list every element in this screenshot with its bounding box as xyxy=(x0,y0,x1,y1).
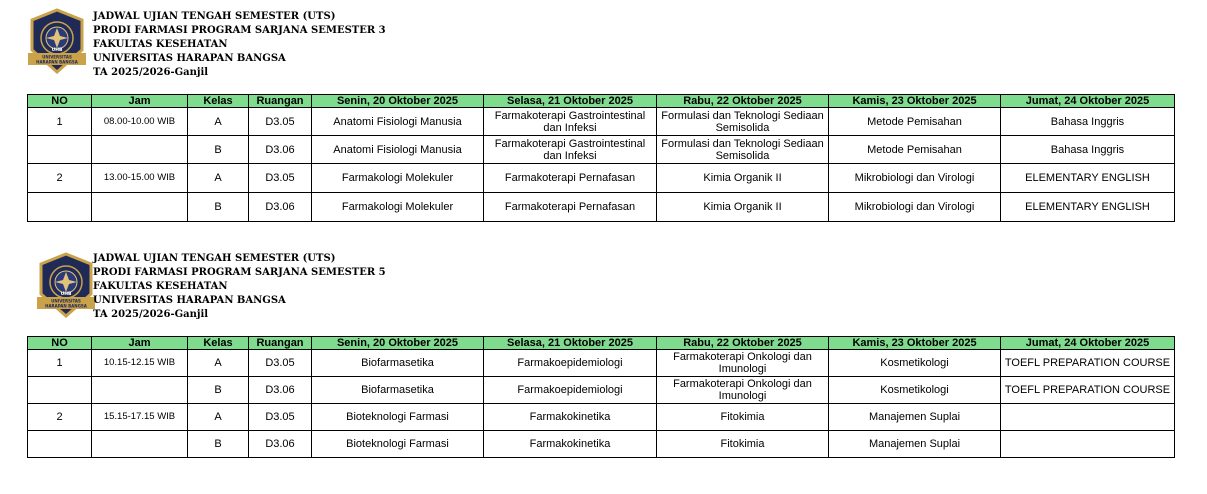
cell-kelas: B xyxy=(188,431,249,458)
logo-text-line2: HARAPAN BANGSA xyxy=(45,303,87,309)
header-academic-year: TA 2025/2026-Ganjil xyxy=(93,67,209,78)
cell-senin: Farmakologi Molekuler xyxy=(312,193,484,222)
table-header-row xyxy=(28,337,1175,350)
col-header-kamis: Kamis, 23 Oktober 2025 xyxy=(829,95,1001,108)
col-header-senin: Senin, 20 Oktober 2025 xyxy=(312,337,484,350)
cell-selasa: Farmakokinetika xyxy=(484,404,657,431)
cell-no xyxy=(28,377,92,404)
schedule-header xyxy=(93,10,386,80)
cell-jam: 13.00-15.00 WIB xyxy=(92,164,188,193)
col-header-ruangan: Ruangan xyxy=(249,95,312,108)
cell-jumat xyxy=(1001,431,1175,458)
col-header-jumat: Jumat, 24 Oktober 2025 xyxy=(1001,95,1175,108)
cell-jumat: ELEMENTARY ENGLISH xyxy=(1001,164,1175,193)
col-header-jam: Jam xyxy=(92,337,188,350)
cell-kamis: Manajemen Suplai xyxy=(829,404,1001,431)
header-title: JADWAL UJIAN TENGAH SEMESTER (UTS) xyxy=(93,11,336,22)
cell-kelas: A xyxy=(188,108,249,136)
cell-jumat: TOEFL PREPARATION COURSE xyxy=(1001,377,1175,404)
col-header-jumat: Jumat, 24 Oktober 2025 xyxy=(1001,337,1175,350)
logo-text-line1: UNIVERSITAS xyxy=(42,54,72,60)
cell-kelas: A xyxy=(188,164,249,193)
col-header-no: NO xyxy=(28,95,92,108)
cell-rabu: Kimia Organik II xyxy=(657,193,829,222)
table-row xyxy=(28,164,1175,193)
cell-jam xyxy=(92,136,188,164)
table-row xyxy=(28,136,1175,164)
cell-rabu: Kimia Organik II xyxy=(657,164,829,193)
cell-selasa: Farmakoepidemiologi xyxy=(484,377,657,404)
header-university: UNIVERSITAS HARAPAN BANGSA xyxy=(93,295,286,306)
header-academic-year: TA 2025/2026-Ganjil xyxy=(93,309,209,320)
table-row xyxy=(28,350,1175,377)
university-logo-icon xyxy=(26,8,88,76)
col-header-no: NO xyxy=(28,337,92,350)
cell-no xyxy=(28,193,92,222)
logo-text-line2: HARAPAN BANGSA xyxy=(36,59,78,65)
cell-ruangan: D3.05 xyxy=(249,404,312,431)
col-header-kelas: Kelas xyxy=(188,95,249,108)
col-header-kamis: Kamis, 23 Oktober 2025 xyxy=(829,337,1001,350)
cell-kamis: Metode Pemisahan xyxy=(829,108,1001,136)
cell-jam xyxy=(92,193,188,222)
cell-jam: 15.15-17.15 WIB xyxy=(92,404,188,431)
cell-kelas: B xyxy=(188,136,249,164)
schedule-header xyxy=(93,252,386,322)
logo-abbrev: UHB xyxy=(60,292,72,297)
table-row xyxy=(28,431,1175,458)
cell-jumat: Bahasa Inggris xyxy=(1001,108,1175,136)
col-header-selasa: Selasa, 21 Oktober 2025 xyxy=(484,95,657,108)
col-header-rabu: Rabu, 22 Oktober 2025 xyxy=(657,95,829,108)
cell-selasa: Farmakoterapi Gastrointestinal dan Infeksi xyxy=(484,136,657,164)
cell-selasa: Farmakoterapi Pernafasan xyxy=(484,193,657,222)
cell-ruangan: D3.05 xyxy=(249,164,312,193)
cell-rabu: Formulasi dan Teknologi Sediaan Semisolida xyxy=(657,108,829,136)
cell-senin: Anatomi Fisiologi Manusia xyxy=(312,136,484,164)
cell-rabu: Farmakoterapi Onkologi dan Imunologi xyxy=(657,377,829,404)
cell-jumat: TOEFL PREPARATION COURSE xyxy=(1001,350,1175,377)
cell-kamis: Mikrobiologi dan Virologi xyxy=(829,193,1001,222)
cell-ruangan: D3.06 xyxy=(249,136,312,164)
table-row xyxy=(28,108,1175,136)
cell-no xyxy=(28,136,92,164)
col-header-rabu: Rabu, 22 Oktober 2025 xyxy=(657,337,829,350)
col-header-ruangan: Ruangan xyxy=(249,337,312,350)
cell-selasa: Farmakokinetika xyxy=(484,431,657,458)
cell-jumat: ELEMENTARY ENGLISH xyxy=(1001,193,1175,222)
cell-jam xyxy=(92,431,188,458)
cell-jumat xyxy=(1001,404,1175,431)
cell-jam: 08.00-10.00 WIB xyxy=(92,108,188,136)
cell-rabu: Fitokimia xyxy=(657,431,829,458)
logo-text-line1: UNIVERSITAS xyxy=(51,298,81,304)
cell-kelas: B xyxy=(188,193,249,222)
schedule-table xyxy=(27,336,1175,458)
header-title: JADWAL UJIAN TENGAH SEMESTER (UTS) xyxy=(93,253,336,264)
cell-rabu: Fitokimia xyxy=(657,404,829,431)
cell-rabu: Formulasi dan Teknologi Sediaan Semisolida xyxy=(657,136,829,164)
cell-kamis: Kosmetikologi xyxy=(829,350,1001,377)
table-row xyxy=(28,404,1175,431)
logo-abbrev: UHB xyxy=(51,48,63,53)
cell-jam: 10.15-12.15 WIB xyxy=(92,350,188,377)
cell-kamis: Kosmetikologi xyxy=(829,377,1001,404)
cell-kamis: Metode Pemisahan xyxy=(829,136,1001,164)
cell-ruangan: D3.05 xyxy=(249,350,312,377)
cell-senin: Biofarmasetika xyxy=(312,350,484,377)
cell-ruangan: D3.05 xyxy=(249,108,312,136)
cell-selasa: Farmakoepidemiologi xyxy=(484,350,657,377)
cell-kamis: Manajemen Suplai xyxy=(829,431,1001,458)
cell-no: 2 xyxy=(28,404,92,431)
cell-kelas: A xyxy=(188,404,249,431)
schedule-table xyxy=(27,94,1175,222)
cell-no: 1 xyxy=(28,108,92,136)
cell-kelas: B xyxy=(188,377,249,404)
cell-kelas: A xyxy=(188,350,249,377)
table-row xyxy=(28,377,1175,404)
university-logo-icon xyxy=(35,252,97,320)
cell-jam xyxy=(92,377,188,404)
cell-rabu: Farmakoterapi Onkologi dan Imunologi xyxy=(657,350,829,377)
col-header-senin: Senin, 20 Oktober 2025 xyxy=(312,95,484,108)
cell-senin: Farmakologi Molekuler xyxy=(312,164,484,193)
header-faculty: FAKULTAS KESEHATAN xyxy=(93,281,228,292)
cell-senin: Bioteknologi Farmasi xyxy=(312,404,484,431)
col-header-jam: Jam xyxy=(92,95,188,108)
cell-senin: Bioteknologi Farmasi xyxy=(312,431,484,458)
header-program: PRODI FARMASI PROGRAM SARJANA SEMESTER 5 xyxy=(93,267,386,278)
cell-ruangan: D3.06 xyxy=(249,193,312,222)
cell-senin: Anatomi Fisiologi Manusia xyxy=(312,108,484,136)
cell-kamis: Mikrobiologi dan Virologi xyxy=(829,164,1001,193)
cell-no: 1 xyxy=(28,350,92,377)
cell-jumat: Bahasa Inggris xyxy=(1001,136,1175,164)
table-row xyxy=(28,193,1175,222)
cell-senin: Biofarmasetika xyxy=(312,377,484,404)
cell-ruangan: D3.06 xyxy=(249,431,312,458)
col-header-selasa: Selasa, 21 Oktober 2025 xyxy=(484,337,657,350)
header-program: PRODI FARMASI PROGRAM SARJANA SEMESTER 3 xyxy=(93,25,386,36)
table-header-row xyxy=(28,95,1175,108)
col-header-kelas: Kelas xyxy=(188,337,249,350)
cell-no: 2 xyxy=(28,164,92,193)
header-university: UNIVERSITAS HARAPAN BANGSA xyxy=(93,53,286,64)
cell-selasa: Farmakoterapi Gastrointestinal dan Infeksi xyxy=(484,108,657,136)
cell-ruangan: D3.06 xyxy=(249,377,312,404)
header-faculty: FAKULTAS KESEHATAN xyxy=(93,39,228,50)
cell-selasa: Farmakoterapi Pernafasan xyxy=(484,164,657,193)
cell-no xyxy=(28,431,92,458)
